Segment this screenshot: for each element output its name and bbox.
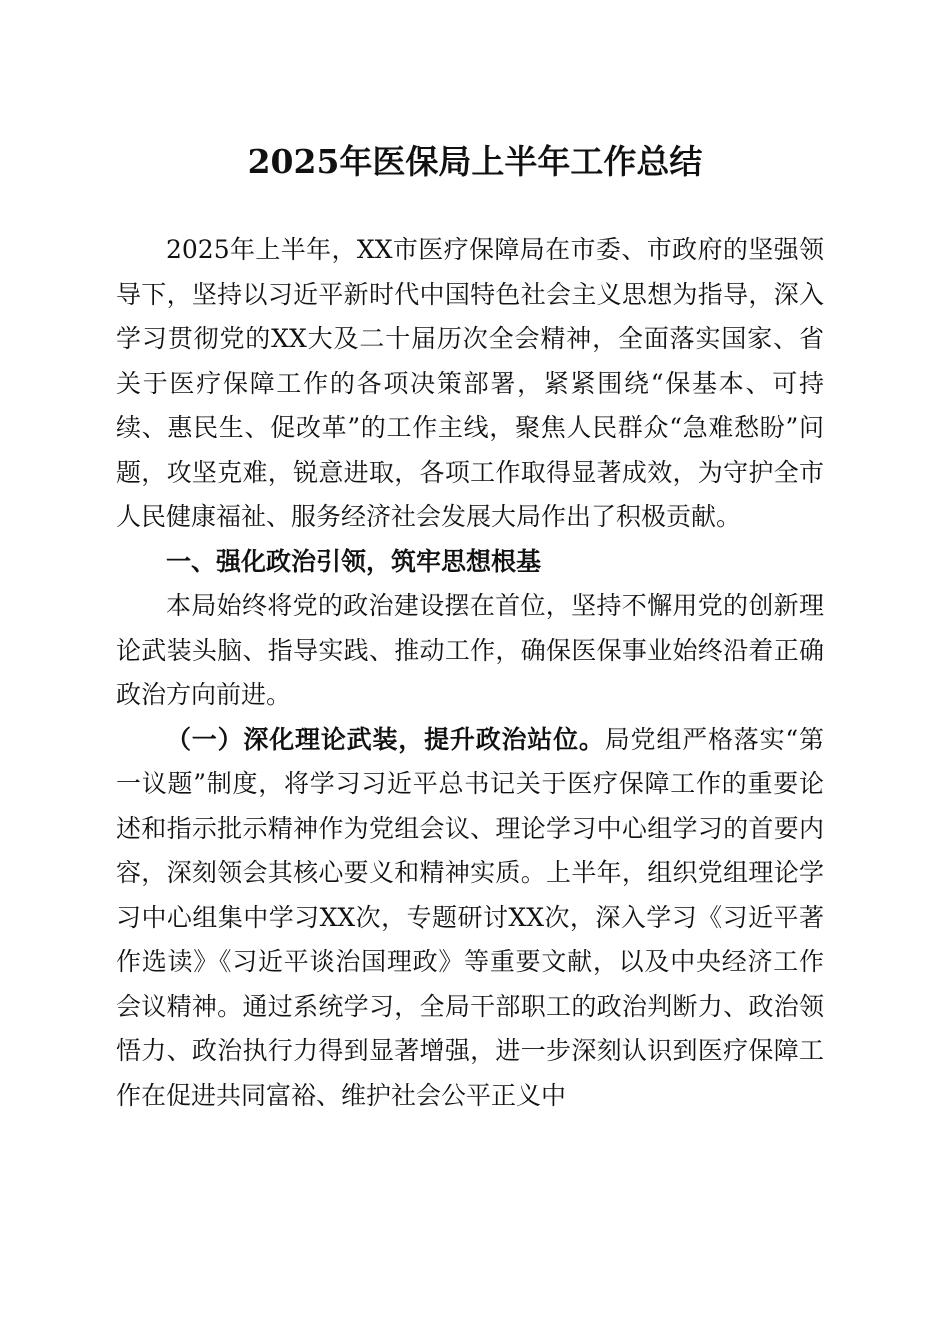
section-heading: 一、强化政治引领，筑牢思想根基 bbox=[166, 546, 542, 576]
subsection-paragraph bbox=[116, 718, 824, 1119]
intro-paragraph: 2025年上半年，XX市医疗保障局在市委、市政府的坚强领导下，坚持以习近平新时代中国特色社会主义思想为指导，深入学习贯彻党的XX大及二十届历次全会精神，全面落实国家、省关于医疗保障工作的各项决策部署，紧紧围绕“保基本、可持续、惠民生、促改革”的工作主线，聚焦人民群众“急难愁盼”问题，攻坚克难，锐意进取，各项工作取得显著成效，为守护全市人民健康福祉、服务经济社会发展大局作出了积极贡献。 bbox=[116, 235, 824, 531]
subsection-text: 局党组严格落实“第一议题”制度，将学习习近平总书记关于医疗保障工作的重要论述和指示批示精神作为党组会议、理论学习中心组学习的首要内容，深刻领会其核心要义和精神实质。上半年，组织党组理论学习中心组集中学习XX次，专题研讨XX次，深入学习《习近平著作选读》《习近平谈治国理政》等重要文献，以及中央经济工作会议精神。通过系统学习，全局干部职工的政治判断力、政治领悟力、政治执行力得到显著增强，进一步深刻认识到医疗保障工作在促进共同富裕、维护社会公平正义中 bbox=[116, 724, 824, 1110]
section-paragraph: 本局始终将党的政治建设摆在首位，坚持不懈用党的创新理论武装头脑、指导实践、推动工作，确保医保事业始终沿着正确政治方向前进。 bbox=[116, 591, 824, 709]
document-body bbox=[116, 228, 824, 1118]
document-title: 2025年医保局上半年工作总结 bbox=[247, 142, 703, 181]
subsection-heading: （一）深化理论武装，提升政治站位。 bbox=[166, 724, 605, 754]
